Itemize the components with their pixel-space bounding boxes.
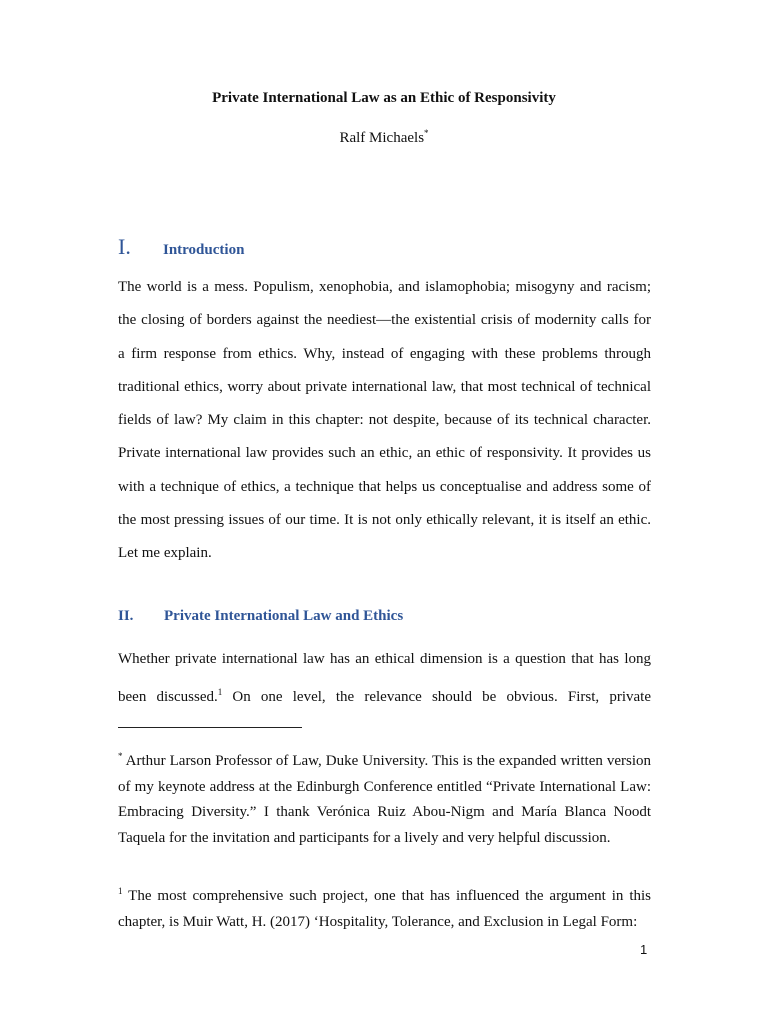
paragraph-line: a firm response from ethics. Why, instead of engaging with these problems through: [118, 345, 651, 362]
footnote-text: Arthur Larson Professor of Law, Duke University. This is the expanded written version of my keynote address at the Edinburgh Conference entitled “Private International Law: Embracing Diversity.” I thank Verónica Ruiz Abou-Nigm and María Blanca Noodt Taquela for the invitation and participants for a lively and very helpful discussion.: [118, 753, 651, 846]
text-run: been discussed.: [118, 689, 218, 706]
section-title: Introduction: [163, 242, 245, 258]
ethics-paragraph: [118, 643, 651, 715]
section-number: II.: [118, 608, 134, 624]
author-name: Ralf Michaels: [339, 130, 425, 146]
footnote-separator: [118, 727, 302, 728]
paragraph-line: [118, 676, 651, 714]
introduction-paragraph: [118, 271, 651, 571]
author-footnote-mark: *: [424, 128, 429, 138]
footnote-mark: *: [118, 751, 123, 761]
section-heading-ethics: [118, 608, 403, 625]
paragraph-line: fields of law? My claim in this chapter: not despite, because of its technical character.: [118, 412, 651, 429]
footnote-mark: 1: [118, 886, 123, 896]
paragraph-line: with a technique of ethics, a technique that helps us conceptualise and address some of: [118, 478, 651, 495]
footnote-1: [118, 879, 651, 935]
page-number: 1: [640, 942, 648, 957]
paragraph-line: Private international law provides such an ethic, an ethic of responsivity. It provides us: [118, 445, 651, 462]
paragraph-line: traditional ethics, worry about private international law, that most technical of technical: [118, 378, 651, 395]
footnote-text: The most comprehensive such project, one that has influenced the argument in this chapter, is Muir Watt, H. (2017) ‘Hospitality, Tolerance, and Exclusion in Legal Form:: [118, 888, 652, 930]
section-heading-introduction: [118, 234, 244, 260]
paragraph-line: the most pressing issues of our time. It is not only ethically relevant, it is itself an ethic.: [118, 512, 651, 529]
paragraph-line: The world is a mess. Populism, xenophobia, and islamophobia; misogyny and racism;: [118, 279, 651, 295]
paragraph-line: the closing of borders against the neediest—the existential crisis of modernity calls for: [118, 312, 651, 329]
footnote-reference[interactable]: 1: [217, 687, 223, 698]
section-number: I.: [118, 234, 131, 259]
section-title: Private International Law and Ethics: [164, 608, 404, 624]
paragraph-line: Let me explain.: [118, 545, 212, 562]
paper-title: Private International Law as an Ethic of Responsivity: [212, 90, 556, 106]
footnote-author: [118, 744, 651, 851]
text-run: On one level, the relevance should be obvious. First, private: [222, 689, 652, 706]
author-line: [0, 128, 768, 147]
paragraph-line: Whether private international law has an ethical dimension is a question that has long: [118, 651, 651, 667]
